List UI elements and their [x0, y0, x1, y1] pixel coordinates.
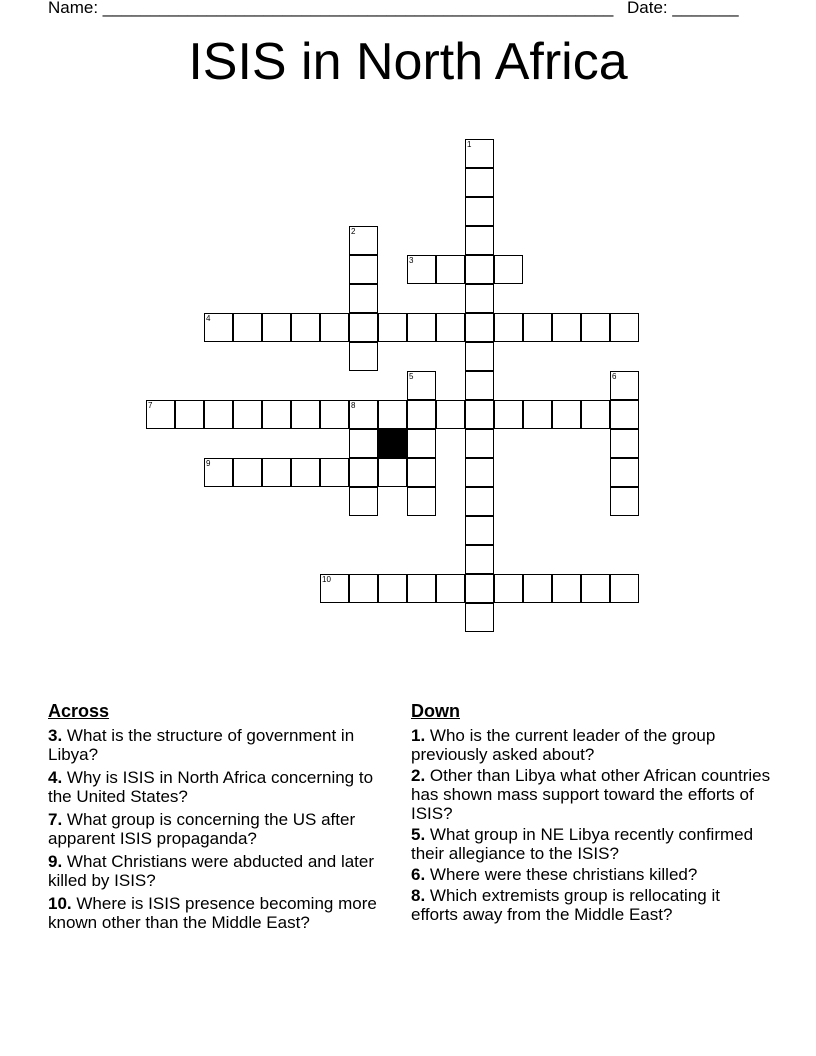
clue-number: 7.: [48, 810, 63, 829]
grid-cell[interactable]: [320, 574, 349, 603]
cell-number: 6: [612, 372, 617, 381]
grid-cell[interactable]: [349, 313, 378, 342]
down-clue: [411, 726, 771, 764]
grid-cell[interactable]: [523, 574, 552, 603]
grid-cell[interactable]: [378, 574, 407, 603]
grid-cell[interactable]: [407, 574, 436, 603]
grid-cell[interactable]: [349, 458, 378, 487]
grid-cell[interactable]: [610, 458, 639, 487]
across-clues: [48, 700, 398, 936]
grid-cell[interactable]: [349, 226, 378, 255]
grid-cell[interactable]: [233, 313, 262, 342]
grid-cell[interactable]: [552, 574, 581, 603]
grid-cell[interactable]: [233, 400, 262, 429]
grid-cell[interactable]: [465, 255, 494, 284]
cell-number: 9: [206, 459, 211, 468]
grid-cell[interactable]: [320, 458, 349, 487]
grid-cell[interactable]: [291, 313, 320, 342]
date-field-label: Date: _______: [627, 0, 739, 17]
grid-cell[interactable]: [581, 400, 610, 429]
cell-number: 4: [206, 314, 211, 323]
grid-cell[interactable]: [465, 284, 494, 313]
grid-cell[interactable]: [320, 400, 349, 429]
grid-cell[interactable]: [349, 487, 378, 516]
grid-cell[interactable]: [465, 371, 494, 400]
grid-cell[interactable]: [610, 487, 639, 516]
down-clue: [411, 886, 771, 924]
grid-cell[interactable]: [465, 168, 494, 197]
grid-cell[interactable]: [407, 255, 436, 284]
grid-cell[interactable]: [320, 313, 349, 342]
clue-number: 4.: [48, 768, 63, 787]
grid-cell[interactable]: [552, 313, 581, 342]
across-clue: [48, 810, 398, 848]
grid-cell[interactable]: [494, 400, 523, 429]
grid-cell[interactable]: [465, 458, 494, 487]
grid-cell[interactable]: [407, 371, 436, 400]
cell-number: 1: [467, 140, 472, 149]
grid-cell[interactable]: [494, 255, 523, 284]
grid-cell[interactable]: [610, 574, 639, 603]
grid-cell[interactable]: [436, 574, 465, 603]
across-clue: [48, 894, 398, 932]
cell-number: 5: [409, 372, 414, 381]
grid-cell[interactable]: [349, 429, 378, 458]
grid-cell[interactable]: [465, 574, 494, 603]
grid-cell[interactable]: [581, 313, 610, 342]
grid-cell[interactable]: [494, 574, 523, 603]
grid-cell[interactable]: [175, 400, 204, 429]
grid-cell[interactable]: [465, 487, 494, 516]
grid-cell[interactable]: [523, 313, 552, 342]
down-clue: [411, 865, 771, 884]
down-heading: Down: [411, 701, 460, 721]
down-clues: [411, 700, 771, 926]
across-clue: [48, 768, 398, 806]
clue-text: Why is ISIS in North Africa concerning to the United States?: [48, 768, 374, 806]
across-clue: [48, 852, 398, 890]
grid-cell[interactable]: [146, 400, 175, 429]
grid-cell[interactable]: [465, 429, 494, 458]
grid-cell[interactable]: [262, 313, 291, 342]
clue-number: 9.: [48, 852, 63, 871]
clue-text: What group is concerning the US after apparent ISIS propaganda?: [48, 810, 356, 848]
grid-cell[interactable]: [610, 400, 639, 429]
grid-cell[interactable]: [378, 313, 407, 342]
grid-cell[interactable]: [523, 400, 552, 429]
grid-cell[interactable]: [407, 313, 436, 342]
clue-number: 5.: [411, 825, 426, 844]
grid-cell[interactable]: [610, 313, 639, 342]
grid-cell[interactable]: [349, 574, 378, 603]
grid-cell[interactable]: [349, 284, 378, 313]
grid-cell[interactable]: [378, 400, 407, 429]
clue-text: Other than Libya what other African countries has shown mass support toward the efforts of ISIS?: [411, 766, 771, 823]
down-clue: [411, 766, 771, 823]
grid-cell[interactable]: [291, 400, 320, 429]
clue-number: 3.: [48, 726, 63, 745]
clue-text: What is the structure of government in Libya?: [48, 726, 355, 764]
grid-cell[interactable]: [349, 342, 378, 371]
clue-number: 1.: [411, 726, 426, 745]
grid-cell[interactable]: [262, 400, 291, 429]
page-title: ISIS in North Africa: [188, 33, 628, 91]
clue-number: 6.: [411, 865, 426, 884]
clue-text: Where were these christians killed?: [425, 865, 698, 884]
grid-cell[interactable]: [407, 400, 436, 429]
cell-number: 8: [351, 401, 356, 410]
blocked-cell: [378, 429, 407, 458]
clue-text: Which extremists group is rellocating it efforts away from the Middle East?: [411, 886, 720, 924]
grid-cell[interactable]: [610, 371, 639, 400]
grid-cell[interactable]: [233, 458, 262, 487]
grid-cell[interactable]: [262, 458, 291, 487]
grid-cell[interactable]: [436, 313, 465, 342]
grid-cell[interactable]: [465, 516, 494, 545]
cell-number: 7: [148, 401, 153, 410]
grid-cell[interactable]: [407, 458, 436, 487]
grid-cell[interactable]: [436, 400, 465, 429]
grid-cell[interactable]: [407, 429, 436, 458]
down-clue: [411, 825, 771, 863]
grid-cell[interactable]: [465, 226, 494, 255]
grid-cell[interactable]: [349, 400, 378, 429]
grid-cell[interactable]: [465, 545, 494, 574]
grid-cell[interactable]: [436, 255, 465, 284]
clue-text: Where is ISIS presence becoming more known other than the Middle East?: [48, 894, 377, 932]
grid-cell[interactable]: [465, 197, 494, 226]
grid-cell[interactable]: [465, 400, 494, 429]
clue-text: What group in NE Libya recently confirmed their allegiance to the ISIS?: [411, 825, 754, 863]
grid-cell[interactable]: [465, 139, 494, 168]
grid-cell[interactable]: [465, 603, 494, 632]
grid-cell[interactable]: [552, 400, 581, 429]
grid-cell[interactable]: [494, 313, 523, 342]
grid-cell[interactable]: [204, 313, 233, 342]
grid-cell[interactable]: [407, 487, 436, 516]
across-clue: [48, 726, 398, 764]
clue-text: What Christians were abducted and later killed by ISIS?: [48, 852, 375, 890]
grid-cell[interactable]: [204, 458, 233, 487]
across-heading: Across: [48, 701, 110, 721]
name-field-label: Name: ______________________________________________________: [48, 0, 614, 17]
grid-cell[interactable]: [291, 458, 320, 487]
grid-cell[interactable]: [378, 458, 407, 487]
grid-cell[interactable]: [204, 400, 233, 429]
grid-cell[interactable]: [465, 313, 494, 342]
clue-number: 8.: [411, 886, 426, 905]
cell-number: 10: [322, 575, 331, 584]
grid-cell[interactable]: [581, 574, 610, 603]
grid-cell[interactable]: [349, 255, 378, 284]
cell-number: 3: [409, 256, 414, 265]
clue-number: 2.: [411, 766, 426, 785]
clue-text: Who is the current leader of the group previously asked about?: [411, 726, 716, 764]
grid-cell[interactable]: [610, 429, 639, 458]
clue-number: 10.: [48, 894, 72, 913]
grid-cell[interactable]: [465, 342, 494, 371]
cell-number: 2: [351, 227, 356, 236]
